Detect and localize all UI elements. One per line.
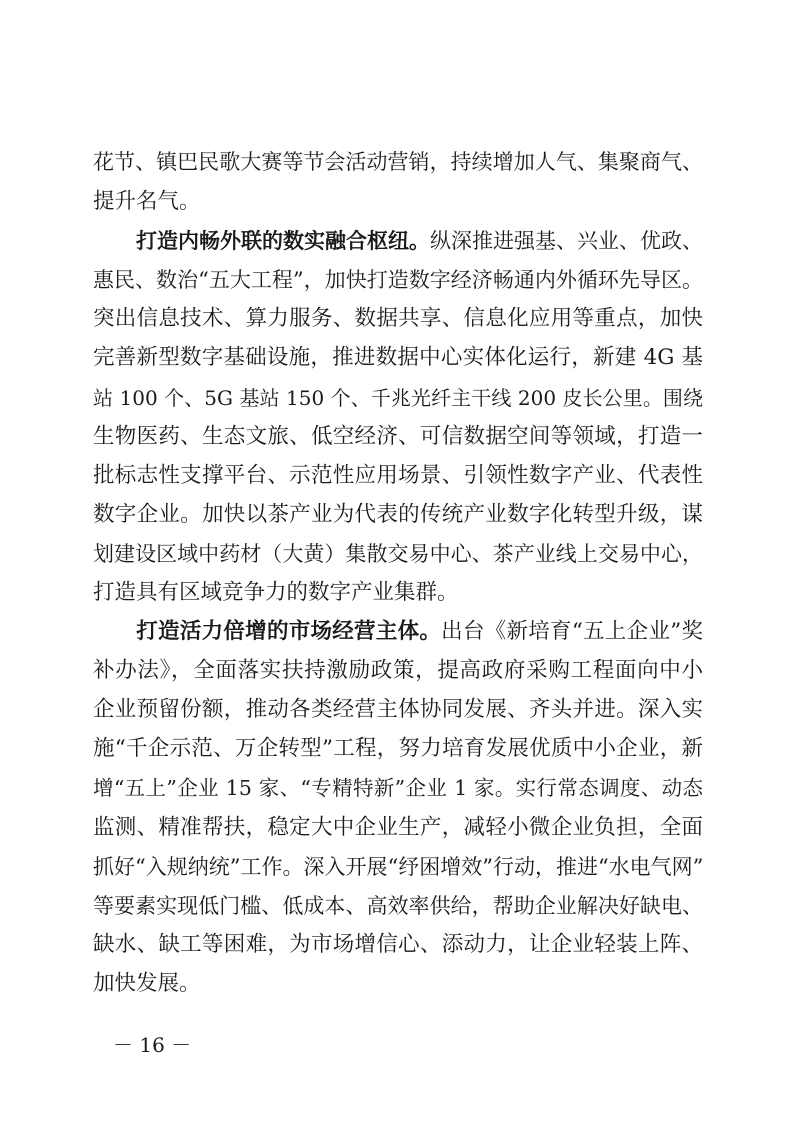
body-line: 缺水、缺工等困难，为市场增信心、添动力，让企业轻装上阵、 — [93, 932, 703, 957]
body-line: 数字企业。加快以茶产业为代表的传统产业数字化转型升级，谋 — [93, 502, 703, 527]
section-heading: 打造活力倍增的市场经营主体。 — [136, 619, 442, 644]
body-line: 施“千企示范、万企转型”工程，努力培育发展优质中小企业，新 — [93, 736, 703, 761]
section-heading: 打造内畅外联的数实融合枢纽。 — [136, 228, 430, 253]
page-number: － 16 － — [113, 1033, 192, 1057]
body-line: 补办法》，全面落实扶持激励政策，提高政府采购工程面向中小 — [93, 658, 703, 683]
body-line: 抓好“入规纳统”工作。深入开展“纾困增效”行动，推进“水电气网” — [93, 855, 704, 879]
body-line: 突出信息技术、算力服务、数据共享、信息化应用等重点，加快 — [93, 306, 703, 331]
section-text: 出台《新培育“五上企业”奖 — [441, 619, 703, 644]
body-line: 打造具有区域竞争力的数字产业集群。 — [93, 580, 459, 605]
body-line: 站 100 个、5G 基站 150 个、千兆光纤主干线 200 皮长公里。围绕 — [93, 386, 703, 410]
body-line: 监测、精准帮扶，稳定大中企业生产，减轻小微企业负担，全面 — [93, 815, 703, 840]
section-first-line — [93, 614, 703, 650]
body-line: 完善新型数字基础设施，推进数据中心实体化运行，新建 4G 基 — [93, 345, 703, 370]
body-line: 加快发展。 — [93, 971, 201, 996]
body-line: 企业预留份额，推动各类经营主体协同发展、齐头并进。深入实 — [93, 697, 703, 722]
section-text: 纵深推进强基、兴业、优政、 — [430, 229, 703, 253]
body-line: 花节、镇巴民歌大赛等节会活动营销，持续增加人气、集聚商气、 — [93, 150, 703, 174]
body-line: 提升名气。 — [93, 189, 201, 214]
body-line: 生物医药、生态文旅、低空经济、可信数据空间等领域，打造一 — [93, 424, 703, 449]
body-line: 等要素实现低门槛、低成本、高效率供给，帮助企业解决好缺电、 — [93, 894, 703, 918]
body-line: 惠民、数治“五大工程”，加快打造数字经济畅通内外循环先导区。 — [93, 268, 703, 292]
body-line: 增“五上”企业 15 家、“专精特新”企业 1 家。实行常态调度、动态 — [93, 776, 703, 800]
body-line: 划建设区域中药材（大黄）集散交易中心、茶产业线上交易中心， — [93, 542, 703, 566]
body-line: 批标志性支撑平台、示范性应用场景、引领性数字产业、代表性 — [93, 463, 703, 488]
section-first-line — [93, 223, 703, 259]
